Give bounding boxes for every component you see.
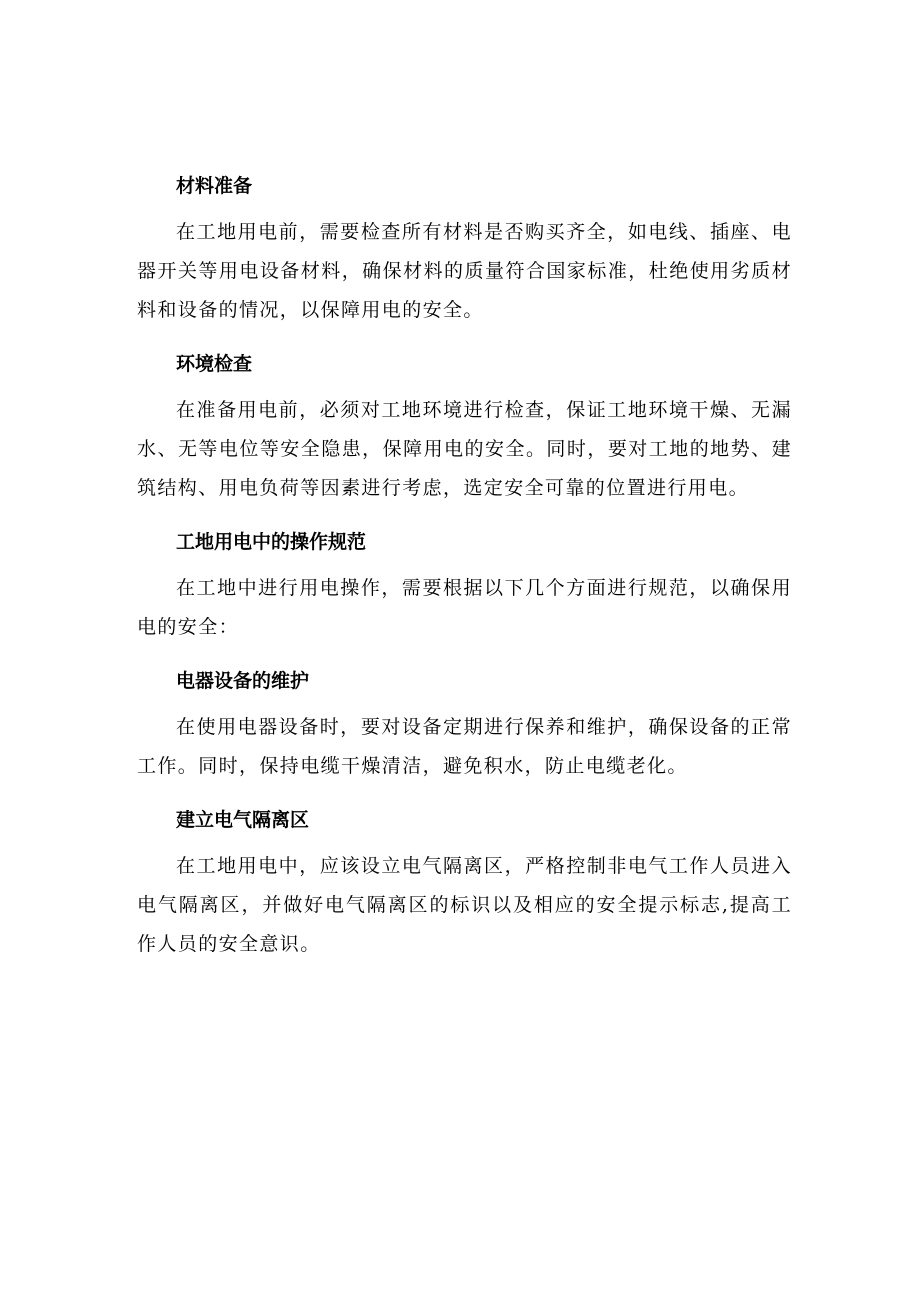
section-paragraph: 在工地用电中，应该设立电气隔离区，严格控制非电气工作人员进入电气隔离区，并做好电气隔离区的标识以及相应的安全提示标志,提高工作人员的安全意识。 — [137, 855, 792, 955]
section-environment-check — [137, 344, 792, 508]
section-heading: 建立电气隔离区 — [176, 809, 310, 831]
section-operation-rules — [137, 522, 792, 647]
section-heading: 电器设备的维护 — [176, 670, 310, 692]
section-heading: 工地用电中的操作规范 — [176, 531, 367, 553]
section-paragraph: 在使用电器设备时，要对设备定期进行保养和维护，确保设备的正常工作。同时，保持电缆干燥清洁，避免积水，防止电缆老化。 — [137, 716, 792, 777]
document-body — [137, 166, 792, 978]
section-equipment-maintenance — [137, 661, 792, 786]
section-heading: 环境检查 — [176, 353, 253, 375]
section-paragraph: 在工地用电前，需要检查所有材料是否购买齐全，如电线、插座、电器开关等用电设备材料，确保材料的质量符合国家标准，杜绝使用劣质材料和设备的情况，以保障用电的安全。 — [137, 221, 792, 321]
section-heading: 材料准备 — [176, 175, 253, 197]
section-paragraph: 在工地中进行用电操作，需要根据以下几个方面进行规范，以确保用电的安全： — [137, 577, 792, 638]
section-isolation-zone — [137, 800, 792, 964]
section-materials — [137, 166, 792, 330]
section-paragraph: 在准备用电前，必须对工地环境进行检查，保证工地环境干燥、无漏水、无等电位等安全隐患，保障用电的安全。同时，要对工地的地势、建筑结构、用电负荷等因素进行考虑，选定安全可靠的位置进行用电。 — [137, 399, 792, 499]
